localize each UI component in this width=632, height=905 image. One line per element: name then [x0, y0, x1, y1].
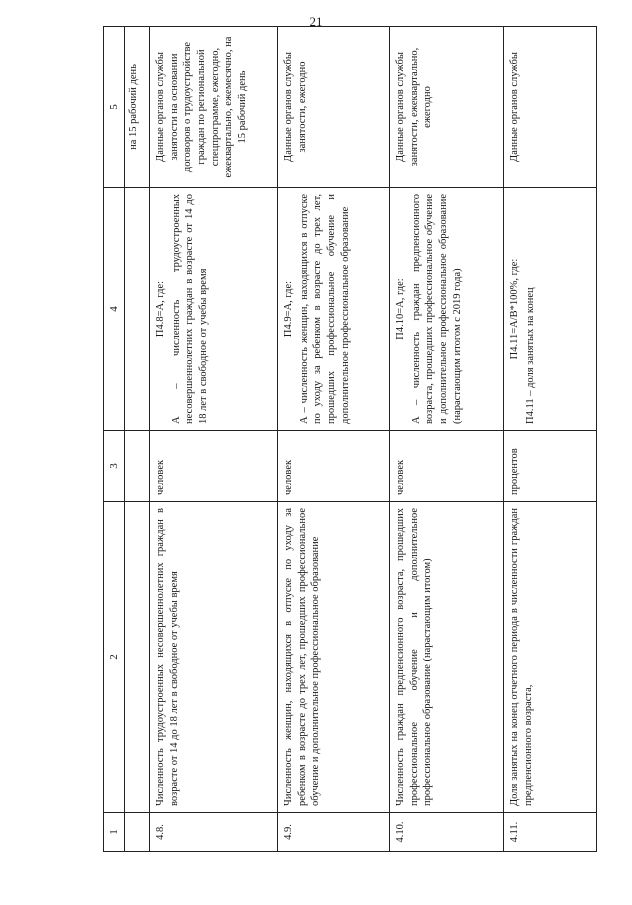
cell-empty: [125, 431, 150, 502]
row-number: 4.10.: [390, 813, 504, 852]
page-number: 21: [309, 14, 323, 29]
cell-empty: [125, 813, 150, 852]
unit: человек: [390, 431, 504, 502]
continuation-row: [125, 27, 150, 852]
data-source: Данные органов службы занятости на основании договоров о трудоустройстве граждан по региональной спецпрограмме, ежегодно, ежеквартально, ежемесячно, на 15 рабочий день: [150, 27, 278, 188]
header-row: [104, 27, 125, 852]
formula-cell: [150, 188, 278, 431]
table-row: [278, 27, 390, 852]
formula-cell: [390, 188, 504, 431]
row-number: 4.11.: [504, 813, 597, 852]
formula-cell: [504, 188, 597, 431]
data-source: Данные органов службы: [504, 27, 597, 188]
formula-cell: [278, 188, 390, 431]
data-source: Данные органов службы занятости, ежеквартально, ежегодно: [390, 27, 504, 188]
formula: П4.9=А, где:: [283, 280, 294, 338]
formula: П4.10=А, где:: [395, 278, 406, 340]
row-number: 4.8.: [150, 813, 278, 852]
formula: П4.8=А, где:: [155, 280, 166, 338]
table-row: [390, 27, 504, 852]
continuation-source: на 15 рабочий день: [125, 27, 150, 188]
indicator-name: Численность граждан предпенсионного возраста, прошедших профессиональное обучение и дополнительное профессиональное образование (нарастающим итогом): [390, 502, 504, 813]
formula-description: А – численность трудоустроенных несовершеннолетних граждан в возрасте от 14 до 18 лет в свободное от учебы время: [170, 194, 209, 424]
data-source: Данные органов службы занятости, ежегодно: [278, 27, 390, 188]
cell-empty: [125, 188, 150, 431]
indicator-name: Численность женщин, находящихся в отпуске по уходу за ребенком в возрасте до трех лет, прошедших профессиональное обучение и дополнительное профессиональное образование: [278, 502, 390, 813]
indicator-table: [103, 26, 597, 852]
row-number: 4.9.: [278, 813, 390, 852]
unit: процентов: [504, 431, 597, 502]
unit: человек: [278, 431, 390, 502]
formula: П4.11=А/В*100%, где:: [509, 258, 520, 360]
header-col-5: 5: [104, 27, 125, 188]
formula-description: А – численность граждан предпенсионного возраста, прошедших профессиональное обучение и дополнительное профессиональное образование (нарастающим итогом с 2019 года): [410, 194, 463, 424]
indicator-name: Доля занятых на конец отчетного периода в численности граждан предпенсионного возраста,: [504, 502, 597, 813]
header-col-3: 3: [104, 431, 125, 502]
header-col-2: 2: [104, 502, 125, 813]
table-row: [504, 27, 597, 852]
indicator-name: Численность трудоустроенных несовершеннолетних граждан в возрасте от 14 до 18 лет в свободное от учебы время: [150, 502, 278, 813]
header-col-1: 1: [104, 813, 125, 852]
unit: человек: [150, 431, 278, 502]
cell-empty: [125, 502, 150, 813]
formula-description: П4.11 – доля занятых на конец: [524, 287, 536, 424]
table-row: [150, 27, 278, 852]
formula-description: А – численность женщин, находящихся в отпуске по уходу за ребенком в возрасте до трех лет, прошедших профессиональное обучение и дополнительное профессиональное образование: [298, 194, 351, 424]
rotated-table-container: [103, 36, 597, 852]
header-col-4: 4: [104, 188, 125, 431]
